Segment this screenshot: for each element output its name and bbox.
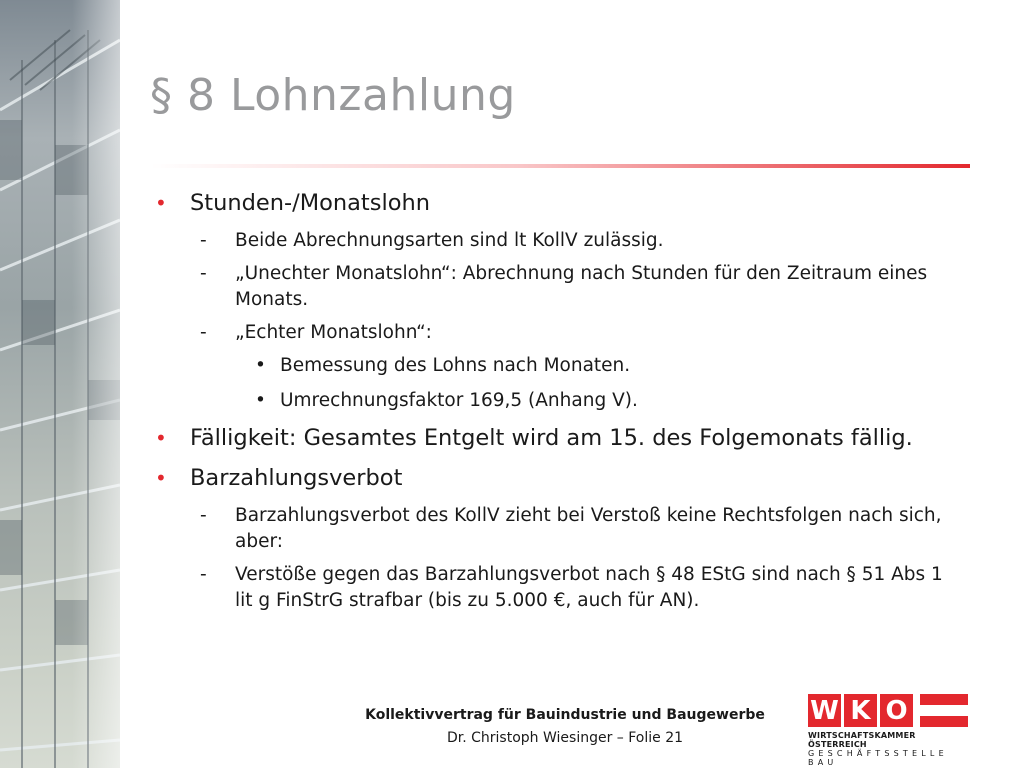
title-divider <box>150 164 970 168</box>
bullet-item <box>155 423 945 454</box>
building-background-image <box>0 0 120 768</box>
footer-author: Dr. Christoph Wiesinger – Folie 21 <box>446 730 684 746</box>
sub-sub-item <box>155 353 945 379</box>
sub-item <box>155 228 945 254</box>
slide-title: § 8 Lohnzahlung <box>150 70 516 121</box>
bullet-text: Stunden-/Monatslohn <box>190 190 431 216</box>
sub-item <box>155 320 945 346</box>
sub-sub-item <box>155 388 945 414</box>
sub-sub-item-text: Umrechnungsfaktor 169,5 (Anhang V). <box>280 390 638 411</box>
bullet-item <box>155 463 945 494</box>
sub-sub-item-text: Bemessung des Lohns nach Monaten. <box>280 355 631 376</box>
sub-item-text: Verstöße gegen das Barzahlungsverbot nach § 48 EStG sind nach § 51 Abs 1 lit g FinStrG strafbar (bis zu 5.000 €, auch für AN). <box>235 564 943 611</box>
sub-item-text: Beide Abrechnungsarten sind lt KollV zulässig. <box>235 230 664 251</box>
slide-content <box>155 188 945 621</box>
bullet-item <box>155 188 945 219</box>
dash-icon: - <box>200 263 207 284</box>
wko-logo <box>808 694 972 767</box>
bullet-icon: • <box>155 426 167 450</box>
logo-org-name: WIRTSCHAFTSKAMMER ÖSTERREICH <box>808 731 916 749</box>
footer-title: Kollektivvertrag für Bauindustrie und Baugewerbe <box>365 707 765 723</box>
sub-item <box>155 562 945 614</box>
bullet-text: Fälligkeit: Gesamtes Entgelt wird am 15. des Folgemonats fällig. <box>190 425 913 451</box>
logo-letter: O <box>880 694 913 727</box>
bullet-icon: • <box>155 466 167 490</box>
sub-item <box>155 261 945 313</box>
sub-item-text: Barzahlungsverbot des KollV zieht bei Verstoß keine Rechtsfolgen nach sich, aber: <box>235 505 942 552</box>
dash-icon: - <box>200 505 207 526</box>
sub-item-text: „Echter Monatslohn“: <box>235 322 432 343</box>
dash-icon: - <box>200 564 207 585</box>
dot-icon: • <box>255 355 266 376</box>
dash-icon: - <box>200 322 207 343</box>
dash-icon: - <box>200 230 207 251</box>
slide-footer <box>330 704 800 750</box>
logo-department: GESCHÄFTSSTELLE BAU <box>808 749 948 767</box>
bullet-icon: • <box>155 191 167 215</box>
dot-icon: • <box>255 390 266 411</box>
logo-letter: W <box>808 694 841 727</box>
austria-flag-icon <box>920 694 968 727</box>
sub-item-text: „Unechter Monatslohn“: Abrechnung nach Stunden für den Zeitraum eines Monats. <box>235 263 928 310</box>
sub-item <box>155 503 945 555</box>
logo-mark <box>808 694 972 727</box>
bullet-text: Barzahlungsverbot <box>190 465 403 491</box>
logo-letter: K <box>844 694 877 727</box>
